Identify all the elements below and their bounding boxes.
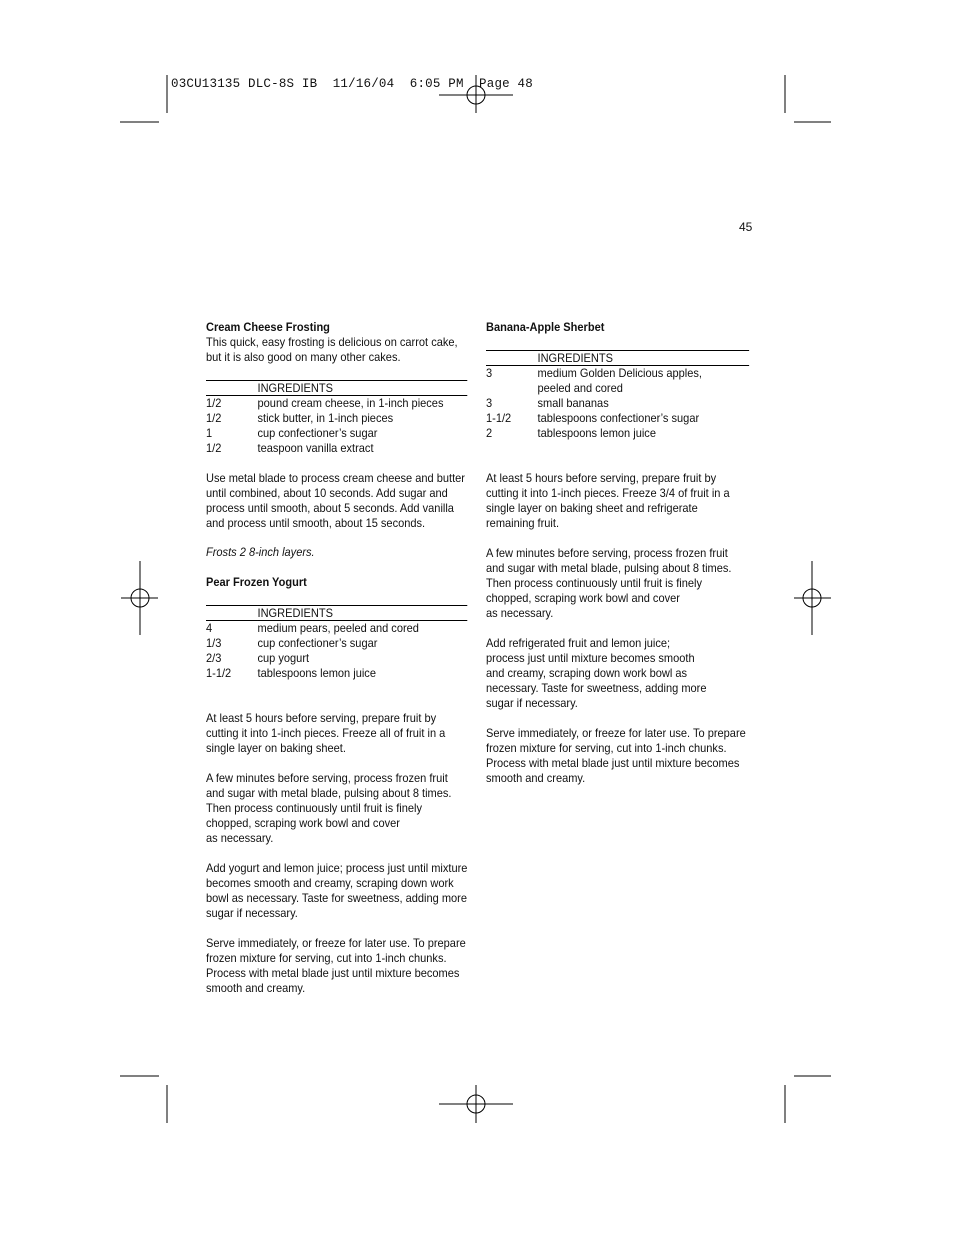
ingredient-item: tablespoons lemon juice <box>257 666 376 680</box>
page-number: 45 <box>739 220 753 234</box>
ingredients-header: INGREDIENTS <box>538 351 749 366</box>
step-line: process just until mixture becomes smooth <box>486 651 695 665</box>
step-line: A few minutes before serving, process frozen fruit <box>206 771 448 785</box>
ingredient-qty: 1 <box>206 426 213 440</box>
ingredient-qty: 1-1/2 <box>486 411 512 425</box>
ingredient-item: cup confectioner’s sugar <box>257 636 378 650</box>
recipe-step: Serve immediately, or freeze for later use. To prepare frozen mixture for serving, cut into 1-inch chunks. Process with metal blade just until mixture becomes smooth and creamy. <box>206 936 466 995</box>
ingredient-row <box>486 366 749 382</box>
step-line: Then process continuously until fruit is finely <box>206 801 422 815</box>
ingredient-item: medium pears, peeled and cored <box>257 621 419 635</box>
step-line: A few minutes before serving, process frozen fruit <box>486 546 728 560</box>
step-line: as necessary. <box>206 831 274 845</box>
ingredient-row <box>206 621 468 637</box>
recipe-title-sherbet: Banana-Apple Sherbet <box>486 320 605 334</box>
ingredient-item: cup yogurt <box>257 651 310 665</box>
ingredient-row <box>486 381 749 396</box>
step-line: as necessary. <box>486 606 554 620</box>
ingredient-qty: 2/3 <box>206 651 222 665</box>
ingredient-row <box>206 411 468 426</box>
ingredient-item: stick butter, in 1-inch pieces <box>257 411 394 425</box>
ingredient-qty <box>486 381 538 396</box>
step-line: sugar if necessary. <box>486 696 578 710</box>
ingredient-qty: 1-1/2 <box>206 666 232 680</box>
left-column <box>206 320 467 996</box>
ingredient-item: pound cream cheese, in 1-inch pieces <box>257 396 444 410</box>
recipe-intro: This quick, easy frosting is delicious on carrot cake, but it is also good on many other cakes. <box>206 335 458 364</box>
recipe-step: At least 5 hours before serving, prepare fruit by cutting it into 1-inch pieces. Freeze all of fruit in a single layer on baking sheet. <box>206 711 446 755</box>
ingredient-qty: 1/3 <box>206 636 222 650</box>
ingredients-table-pear-yogurt <box>206 605 468 681</box>
recipe-title-cream-cheese: Cream Cheese Frosting <box>206 320 330 334</box>
ingredient-item: cup confectioner’s sugar <box>257 426 378 440</box>
recipe-title-pear-yogurt: Pear Frozen Yogurt <box>206 575 307 589</box>
ingredient-item: teaspoon vanilla extract <box>257 441 374 455</box>
ingredient-row <box>486 396 749 411</box>
recipe-yield: Frosts 2 8-inch layers. <box>206 545 315 559</box>
ingredient-qty: 1/2 <box>206 411 222 425</box>
recipe-step <box>486 636 749 711</box>
ingredient-item: tablespoons confectioner’s sugar <box>537 411 700 425</box>
step-line: chopped, scraping work bowl and cover <box>206 816 400 830</box>
step-line: Add refrigerated fruit and lemon juice; <box>486 636 671 650</box>
ingredients-header: INGREDIENTS <box>258 381 468 396</box>
ingredient-qty: 1/2 <box>206 441 222 455</box>
ingredient-row <box>206 396 468 412</box>
step-line: necessary. Taste for sweetness, adding more <box>486 681 707 695</box>
ingredient-item: medium Golden Delicious apples, <box>537 366 702 380</box>
ingredient-row <box>206 651 468 666</box>
ingredient-qty: 4 <box>206 621 213 635</box>
ingredient-qty: 1/2 <box>206 396 222 410</box>
ingredients-table-sherbet <box>486 350 749 441</box>
ingredient-row <box>206 441 468 456</box>
recipe-step <box>206 771 468 846</box>
ingredient-row <box>206 426 468 441</box>
recipe-method: Use metal blade to process cream cheese and butter until combined, about 10 seconds. Add sugar and process until smooth, about 5 seconds. Add vanilla and process until smooth, about 15 seconds. <box>206 471 465 530</box>
ingredient-qty: 3 <box>486 396 493 410</box>
ingredient-item: tablespoons lemon juice <box>537 426 656 440</box>
step-line: Then process continuously until fruit is finely <box>486 576 702 590</box>
printer-slug: 03CU13135 DLC-8S IB 11/16/04 6:05 PM Page 48 <box>171 77 533 91</box>
step-line: chopped, scraping work bowl and cover <box>486 591 680 605</box>
recipe-step: Serve immediately, or freeze for later use. To prepare frozen mixture for serving, cut into 1-inch chunks. Process with metal blade just until mixture becomes smooth and creamy. <box>486 726 746 785</box>
ingredients-table-cream-cheese <box>206 380 468 456</box>
ingredient-item: small bananas <box>537 396 609 410</box>
step-line: and sugar with metal blade, pulsing about 8 times. <box>206 786 452 800</box>
ingredient-row <box>486 426 749 441</box>
ingredient-row <box>206 666 468 681</box>
step-line: and creamy, scraping down work bowl as <box>486 666 688 680</box>
recipe-step <box>486 546 749 621</box>
ingredient-row <box>486 411 749 426</box>
ingredients-header: INGREDIENTS <box>258 606 468 621</box>
step-line: and sugar with metal blade, pulsing about 8 times. <box>486 561 732 575</box>
ingredient-qty: 2 <box>486 426 493 440</box>
recipe-step: Add yogurt and lemon juice; process just until mixture becomes smooth and creamy, scraping down work bowl as necessary. Taste for sweetness, adding more sugar if necessary. <box>206 861 468 920</box>
ingredient-item: peeled and cored <box>537 381 623 395</box>
recipe-step: At least 5 hours before serving, prepare fruit by cutting it into 1-inch pieces. Freeze 3/4 of fruit in a single layer on baking sheet and refrigerate remaining fruit. <box>486 471 730 530</box>
ingredient-qty: 3 <box>486 366 493 380</box>
ingredient-row <box>206 636 468 651</box>
right-column <box>486 320 748 786</box>
